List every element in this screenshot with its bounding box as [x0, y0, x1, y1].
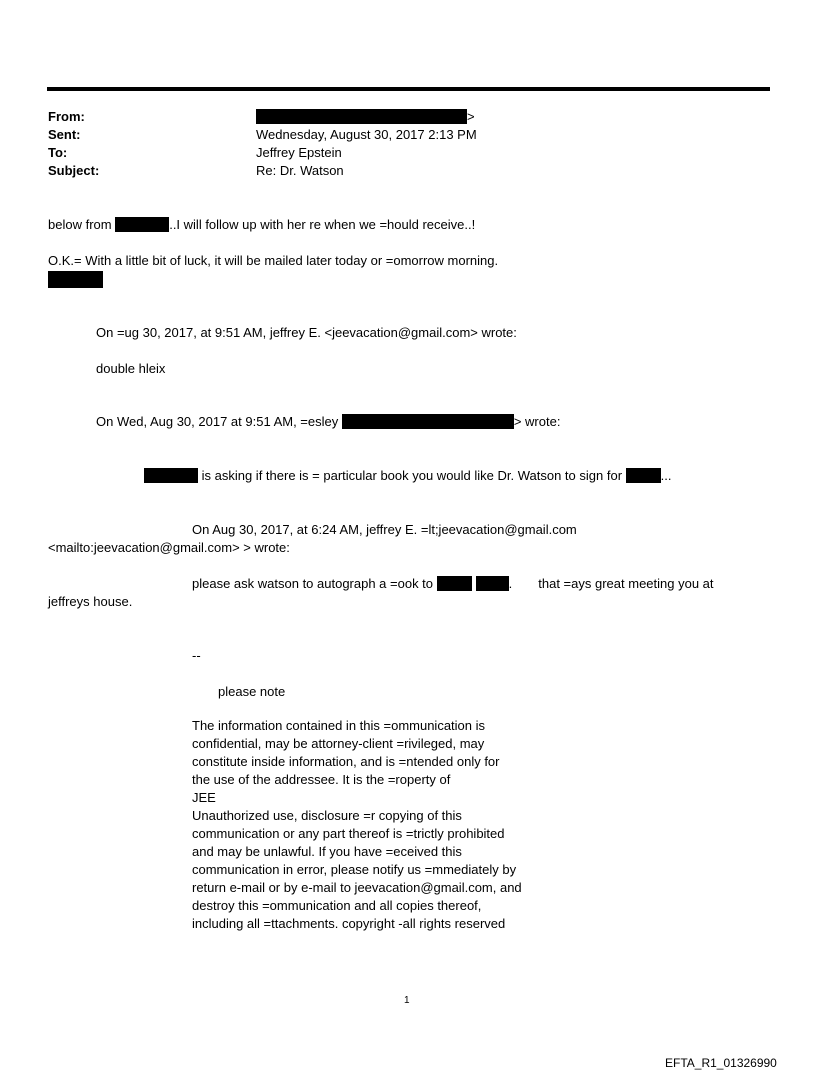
page-number: 1: [404, 995, 410, 1006]
subject-label: Subject:: [48, 163, 100, 178]
header-rule: [47, 87, 770, 91]
disclaimer-block: [192, 717, 522, 933]
quote2-header-start: On Wed, Aug 30, 2017 at 9:51 AM, =esley: [96, 414, 342, 429]
quote3-text-period: .: [508, 576, 513, 591]
document-id: EFTA_R1_01326990: [665, 1056, 777, 1070]
quote2-header-end: > wrote:: [513, 414, 561, 429]
disclaimer-line: The information contained in this =ommunication is: [192, 718, 486, 733]
redaction-block: [476, 576, 509, 591]
redaction-block: [626, 468, 661, 483]
quote2-text-end: ...: [660, 468, 672, 483]
signature-separator: --: [192, 648, 201, 663]
redaction-block: [256, 109, 467, 124]
quote1-header: On =ug 30, 2017, at 9:51 AM, jeffrey E. <jeevacation@gmail.com> wrote:: [96, 325, 517, 340]
redaction-block: [437, 576, 472, 591]
disclaimer-line: communication in error, please notify us =mmediately by: [192, 862, 517, 877]
quote3-text-line1: [192, 576, 714, 592]
disclaimer-line: destroy this =ommunication and all copies thereof,: [192, 898, 482, 913]
disclaimer-line: JEE: [192, 790, 216, 805]
body-line-1: [48, 217, 475, 233]
quote3-text-line2: jeffreys house.: [48, 594, 133, 609]
quote2-text-start: is asking if there is = particular book you would like Dr. Watson to sign for: [198, 468, 626, 483]
quote2-text: [144, 468, 671, 484]
disclaimer-line: return e-mail or by e-mail to jeevacation@gmail.com, and: [192, 880, 522, 895]
quote3-text-start: please ask watson to autograph a =ook to: [192, 576, 437, 591]
disclaimer-line: and may be unlawful. If you have =eceived this: [192, 844, 462, 859]
quote1-text: double hleix: [96, 361, 166, 376]
redaction-block: [342, 414, 514, 429]
body-line-2: O.K.= With a little bit of luck, it will be mailed later today or =omorrow morning.: [48, 253, 499, 268]
disclaimer-line: the use of the addressee. It is the =roperty of: [192, 772, 451, 787]
disclaimer-line: including all =ttachments. copyright -all rights reserved: [192, 916, 506, 931]
redaction-block: [115, 217, 169, 232]
quote3-text-end: that =ays great meeting you at: [538, 576, 714, 591]
sent-label: Sent:: [48, 127, 81, 142]
signature-note: please note: [218, 684, 286, 699]
to-label: To:: [48, 145, 68, 160]
body-line-1-end: ..I will follow up with her re when we =hould receive..!: [169, 217, 476, 232]
disclaimer-line: confidential, may be attorney-client =rivileged, may: [192, 736, 485, 751]
from-suffix: >: [467, 109, 475, 124]
redaction-block: [48, 271, 103, 288]
disclaimer-line: communication or any part thereof is =trictly prohibited: [192, 826, 505, 841]
to-value: Jeffrey Epstein: [256, 145, 342, 160]
quote3-header-line1: On Aug 30, 2017, at 6:24 AM, jeffrey E. =lt;jeevacation@gmail.com: [192, 522, 577, 537]
body-line-1-start: below from: [48, 217, 116, 232]
from-label: From:: [48, 109, 85, 124]
redaction-block: [144, 468, 198, 483]
from-value: [256, 109, 475, 125]
disclaimer-line: Unauthorized use, disclosure =r copying of this: [192, 808, 462, 823]
subject-value: Re: Dr. Watson: [256, 163, 344, 178]
sent-value: Wednesday, August 30, 2017 2:13 PM: [256, 127, 477, 142]
quote2-header: [96, 414, 560, 430]
disclaimer-line: constitute inside information, and is =ntended only for: [192, 754, 500, 769]
quote3-header-line2: <mailto:jeevacation@gmail.com> > wrote:: [48, 540, 290, 555]
